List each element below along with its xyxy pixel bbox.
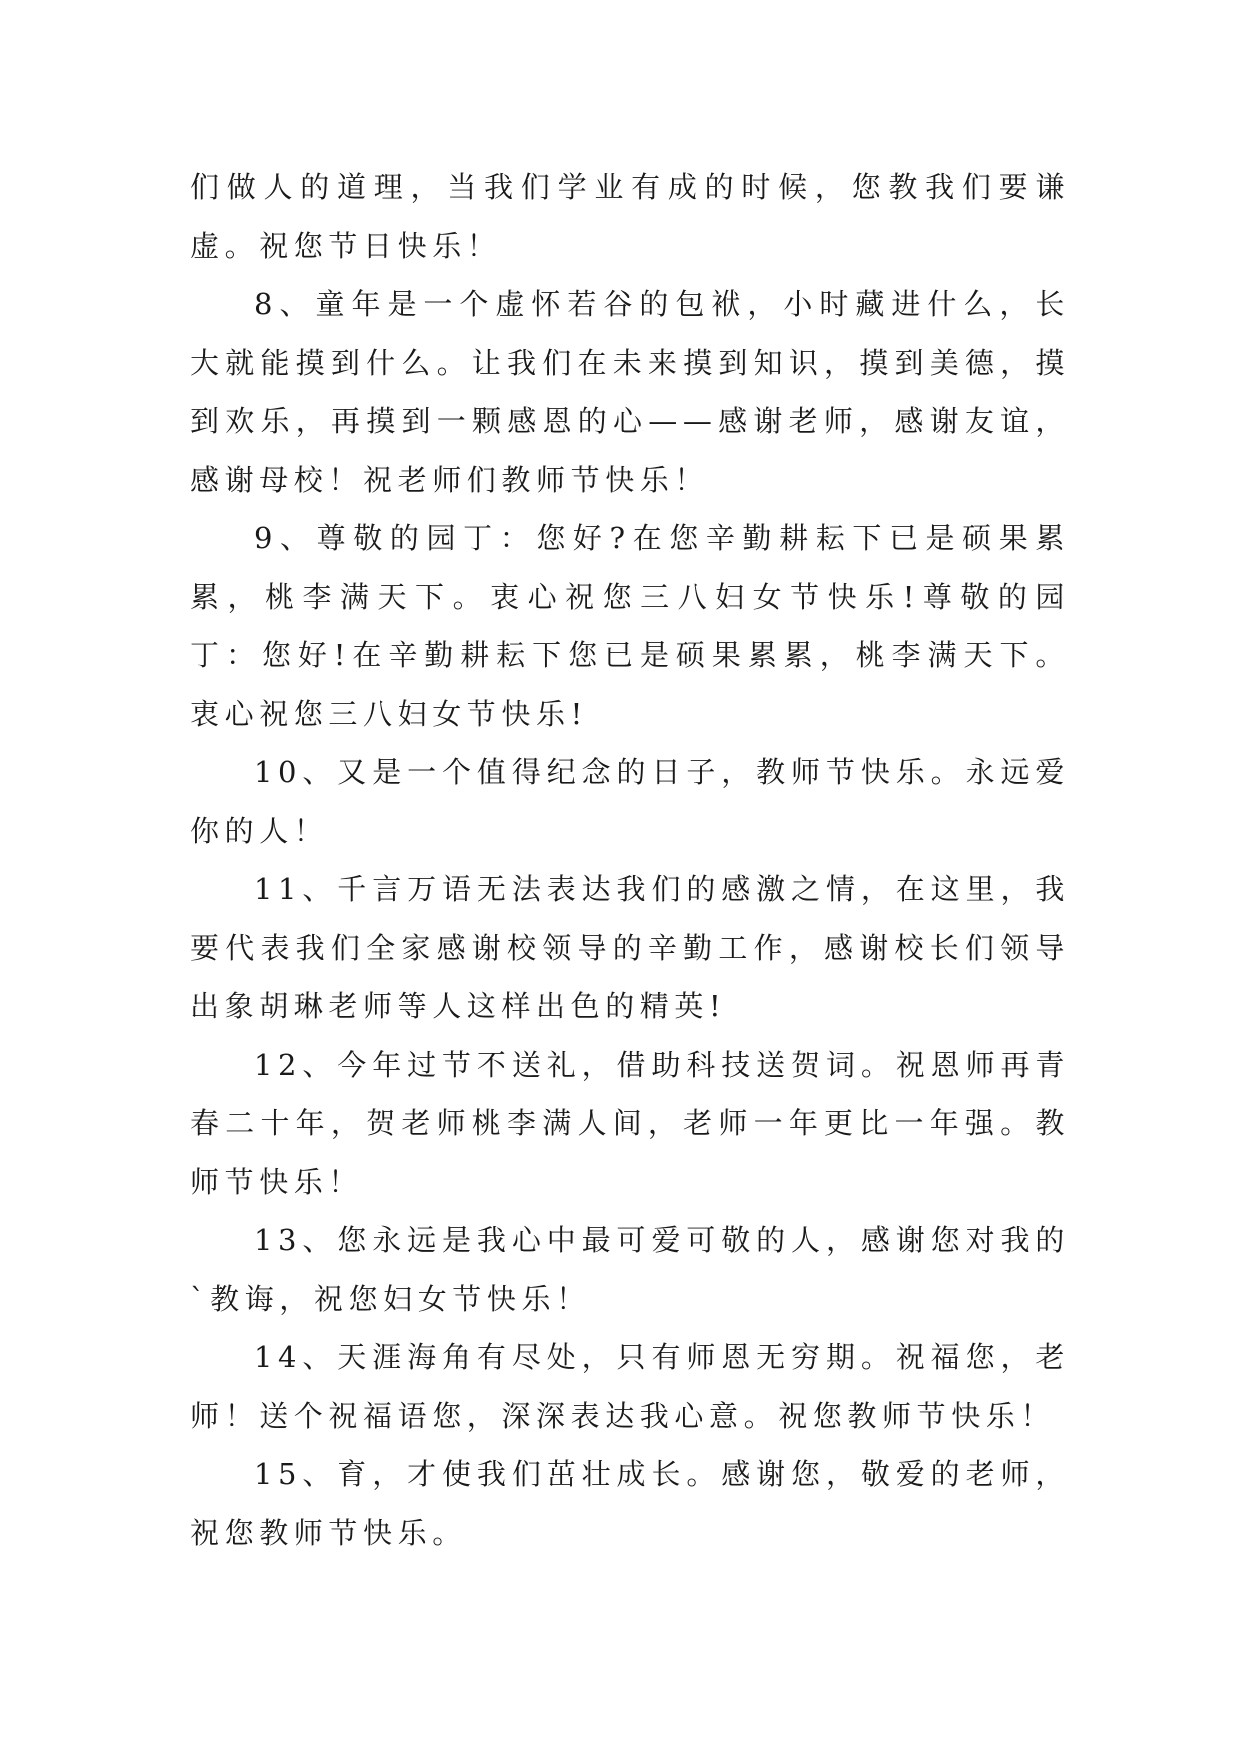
paragraph-item-12: 12、今年过节不送礼，借助科技送贺词。祝恩师再青春二十年，贺老师桃李满人间，老师一年更比一年强。教师节快乐！ (190, 1047, 1070, 1199)
paragraph-item-15: 15、育，才使我们茁壮成长。感谢您，敬爱的老师，祝您教师节快乐。 (190, 1457, 1070, 1550)
document-page (190, 158, 1070, 1562)
paragraph-item-11: 11、千言万语无法表达我们的感激之情，在这里，我要代表我们全家感谢校领导的辛勤工作，感谢校长们领导出象胡琳老师等人这样出色的精英! (190, 872, 1070, 1023)
paragraph-item-8: 8、童年是一个虚怀若谷的包袱，小时藏进什么，长大就能摸到什么。让我们在未来摸到知识，摸到美德，摸到欢乐，再摸到一颗感恩的心——感谢老师，感谢友谊，感谢母校！祝老师们教师节快乐！ (190, 287, 1070, 497)
paragraph-item-9: 9、尊敬的园丁：您好?在您辛勤耕耘下已是硕果累累，桃李满天下。衷心祝您三八妇女节快乐!尊敬的园丁：您好!在辛勤耕耘下您已是硕果累累，桃李满天下。衷心祝您三八妇女节快乐! (190, 521, 1070, 731)
paragraph-item-10: 10、又是一个值得纪念的日子，教师节快乐。永远爱你的人！ (190, 755, 1070, 848)
paragraph-continuation: 们做人的道理，当我们学业有成的时候，您教我们要谦虚。祝您节日快乐！ (190, 170, 1070, 263)
paragraph-item-14: 14、天涯海角有尽处，只有师恩无穷期。祝福您，老师！送个祝福语您，深深表达我心意。祝您教师节快乐！ (190, 1340, 1070, 1433)
paragraph-item-13: 13、您永远是我心中最可爱可敬的人，感谢您对我的`教诲，祝您妇女节快乐！ (190, 1223, 1070, 1316)
